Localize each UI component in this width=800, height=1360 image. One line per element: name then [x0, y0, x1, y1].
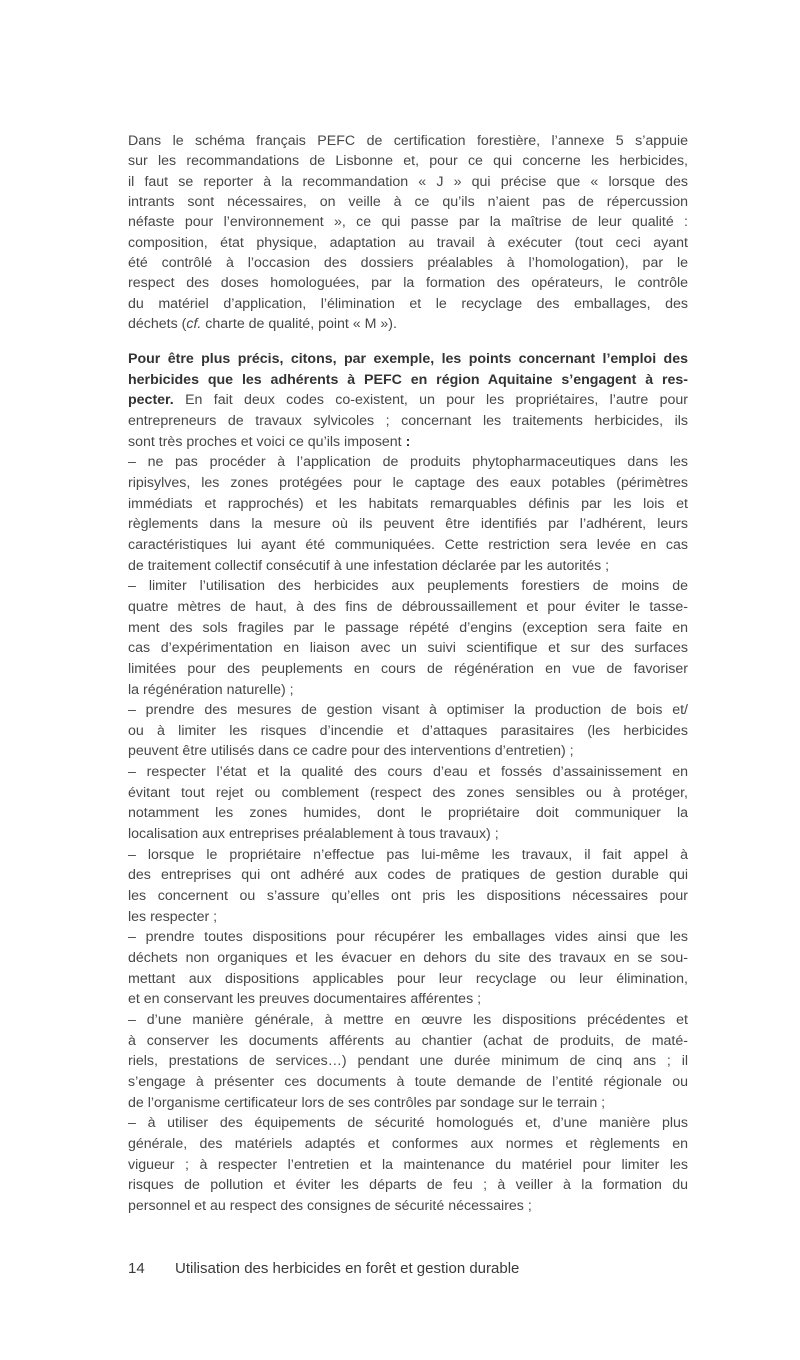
text-run: déchets ( [128, 316, 187, 333]
text-line [128, 886, 688, 907]
text-run: quatre mètres de haut, à des fins de débroussaillement et pour éviter le tasse- [128, 598, 688, 615]
text-line [128, 1155, 688, 1176]
text-line [128, 1051, 688, 1072]
text-run: intrants sont nécessaires, on veille à ce qu’ils n’aient pas de répercussion [128, 194, 688, 211]
text-run: sont très proches et voici ce qu’ils imposent [128, 433, 406, 450]
text-line [128, 432, 688, 453]
text-run: En fait deux codes co-existent, un pour les propriétaires, l’autre pour [173, 392, 688, 409]
text-line [128, 390, 688, 411]
paragraph-pefc-aquitaine [128, 349, 688, 1217]
text-line [128, 1010, 688, 1031]
text-run: les respecter ; [128, 908, 218, 925]
text-line [128, 659, 688, 680]
text-line [128, 824, 688, 845]
text-line [128, 411, 688, 432]
text-run: générale, des matériels adaptés et conformes aux normes et règlements en [128, 1135, 688, 1152]
text-run: du matériel d’application, l’élimination et le recyclage des emballages, des [128, 295, 688, 312]
text-line [128, 680, 688, 701]
page-footer [128, 1260, 519, 1277]
text-line [128, 865, 688, 886]
text-line [128, 576, 688, 597]
text-run: – prendre toutes dispositions pour récupérer les emballages vides ainsi que les [128, 929, 688, 946]
text-line [128, 294, 688, 314]
text-run: cas d’expérimentation en liaison avec un suivi scientifique et sur des surfaces [128, 640, 688, 657]
text-line [128, 1093, 688, 1114]
text-line [128, 151, 688, 171]
text-line [128, 131, 688, 151]
text-run: évitant tout rejet ou comblement (respect des zones sensibles ou à protéger, [128, 784, 688, 801]
text-run: caractéristiques lui ayant été communiquées. Cette restriction sera levée en cas [128, 536, 688, 553]
text-line [128, 494, 688, 515]
text-line [128, 192, 688, 212]
text-line [128, 349, 688, 370]
text-line [128, 618, 688, 639]
text-line [128, 700, 688, 721]
text-run: localisation aux entreprises préalablement à tous travaux) ; [128, 826, 499, 843]
text-run: et en conservant les preuves documentaires afférentes ; [128, 991, 482, 1008]
text-line [128, 273, 688, 293]
text-run: notamment les zones humides, dont le propriétaire doit communiquer la [128, 805, 688, 822]
text-line [128, 172, 688, 192]
text-run: respect des doses homologuées, par la formation des opérateurs, le contrôle [128, 275, 688, 292]
text-line [128, 845, 688, 866]
text-run: de l’organisme certificateur lors de ses contrôles par sondage sur le terrain ; [128, 1094, 606, 1111]
text-run: de traitement collectif consécutif à une infestation déclarée par les autorités ; [128, 557, 610, 574]
text-line [128, 1196, 688, 1217]
text-line [128, 253, 688, 273]
text-run: des entreprises qui ont adhéré aux codes de pratiques de gestion durable qui [128, 867, 688, 884]
text-line [128, 948, 688, 969]
text-line [128, 597, 688, 618]
text-line [128, 452, 688, 473]
text-run: été contrôlé à l’occasion des dossiers préalables à l’homologation), par le [128, 255, 688, 272]
text-run: – ne pas procéder à l’application de produits phytopharmaceutiques dans les [128, 454, 688, 471]
text-run: immédiats et rapprochés) et les habitats remarquables définis par les lois et [128, 495, 688, 512]
text-line [128, 212, 688, 232]
text-line [128, 638, 688, 659]
text-line [128, 370, 688, 391]
text-run: peuvent être utilisés dans ce cadre pour des interventions d’entretien) ; [128, 743, 574, 760]
text-run: – limiter l’utilisation des herbicides aux peuplements forestiers de moins de [128, 578, 688, 595]
text-run: s’engage à présenter ces documents à toute demande de l’entité régionale ou [128, 1073, 688, 1090]
text-run: – lorsque le propriétaire n’effectue pas lui-même les travaux, il fait appel à [128, 846, 688, 863]
text-line [128, 514, 688, 535]
page-number: 14 [128, 1260, 145, 1277]
text-line [128, 762, 688, 783]
text-run: mettant aux dispositions applicables pour leur recyclage ou leur élimination, [128, 970, 688, 987]
text-run: il faut se reporter à la recommandation « J » qui précise que « lorsque des [128, 173, 688, 190]
bold-text: pecter. [128, 392, 174, 409]
text-line [128, 1175, 688, 1196]
text-line [128, 473, 688, 494]
text-run: composition, état physique, adaptation au travail à exécuter (tout ceci ayant [128, 234, 688, 251]
text-run: à conserver les documents afférents au chantier (achat de produits, de maté- [128, 1032, 688, 1049]
text-line [128, 741, 688, 762]
paragraph-intro [128, 131, 688, 334]
text-line [128, 721, 688, 742]
text-run: – d’une manière générale, à mettre en œuvre les dispositions précédentes et [128, 1012, 688, 1028]
text-line [128, 1134, 688, 1155]
text-run: les concernent ou s’assure qu’elles ont pris les dispositions nécessaires pour [128, 888, 688, 905]
bold-text: Pour être plus précis, citons, par exemple, les points concernant l’emploi des [128, 351, 688, 367]
text-run: règlements dans la mesure où ils peuvent être identifiés par l’adhérent, leurs [128, 516, 688, 533]
text-run: ripisylves, les zones protégées pour le captage des eaux potables (périmètres [128, 474, 688, 491]
text-line [128, 803, 688, 824]
text-run: entrepreneurs de travaux sylvicoles ; concernant les traitements herbicides, ils [128, 412, 688, 429]
text-line [128, 783, 688, 804]
text-run: personnel et au respect des consignes de sécurité nécessaires ; [128, 1197, 532, 1214]
text-line [128, 233, 688, 253]
italic-text: cf. [186, 316, 202, 333]
text-run: la régénération naturelle) ; [128, 681, 294, 698]
text-run: ou à limiter les risques d’incendie et d’attaques parasitaires (les herbicides [128, 722, 688, 739]
text-line [128, 969, 688, 990]
bold-text: herbicides que les adhérents à PEFC en région Aquitaine s’engagent à res- [128, 371, 688, 388]
text-run: charte de qualité, point « M »). [201, 316, 397, 333]
text-run: – à utiliser des équipements de sécurité homologués et, d’une manière plus [128, 1115, 688, 1132]
text-run: Dans le schéma français PEFC de certification forestière, l’annexe 5 s’appuie [128, 133, 688, 149]
text-line [128, 989, 688, 1010]
text-line [128, 907, 688, 928]
text-run: déchets non organiques et les évacuer en dehors du site des travaux en se sou- [128, 950, 688, 967]
text-run: risques de pollution et éviter les départs de feu ; à veiller à la formation du [128, 1177, 688, 1194]
text-line [128, 1113, 688, 1134]
text-run: – prendre des mesures de gestion visant à optimiser la production de bois et/ [128, 702, 688, 719]
text-run: ment des sols fragiles par le passage répété d’engins (exception sera faite en [128, 619, 688, 636]
text-run: – respecter l’état et la qualité des cours d’eau et fossés d’assainissement en [128, 764, 688, 781]
text-line [128, 314, 688, 334]
text-run: vigueur ; à respecter l’entretien et la maintenance du matériel pour limiter les [128, 1156, 688, 1173]
text-line [128, 1031, 688, 1052]
text-run: néfaste pour l’environnement », ce qui passe par la maîtrise de leur qualité : [128, 214, 688, 231]
text-run: riels, prestations de services…) pendant une durée minimum de cinq ans ; il [128, 1053, 688, 1070]
text-line [128, 535, 688, 556]
bold-text: : [405, 433, 411, 450]
text-run: limitées pour des peuplements en cours de régénération en vue de favoriser [128, 660, 688, 677]
text-run: sur les recommandations de Lisbonne et, pour ce qui concerne les herbicides, [128, 153, 688, 170]
text-line [128, 556, 688, 577]
text-line [128, 927, 688, 948]
text-line [128, 1072, 688, 1093]
running-title: Utilisation des herbicides en forêt et gestion durable [175, 1260, 520, 1277]
